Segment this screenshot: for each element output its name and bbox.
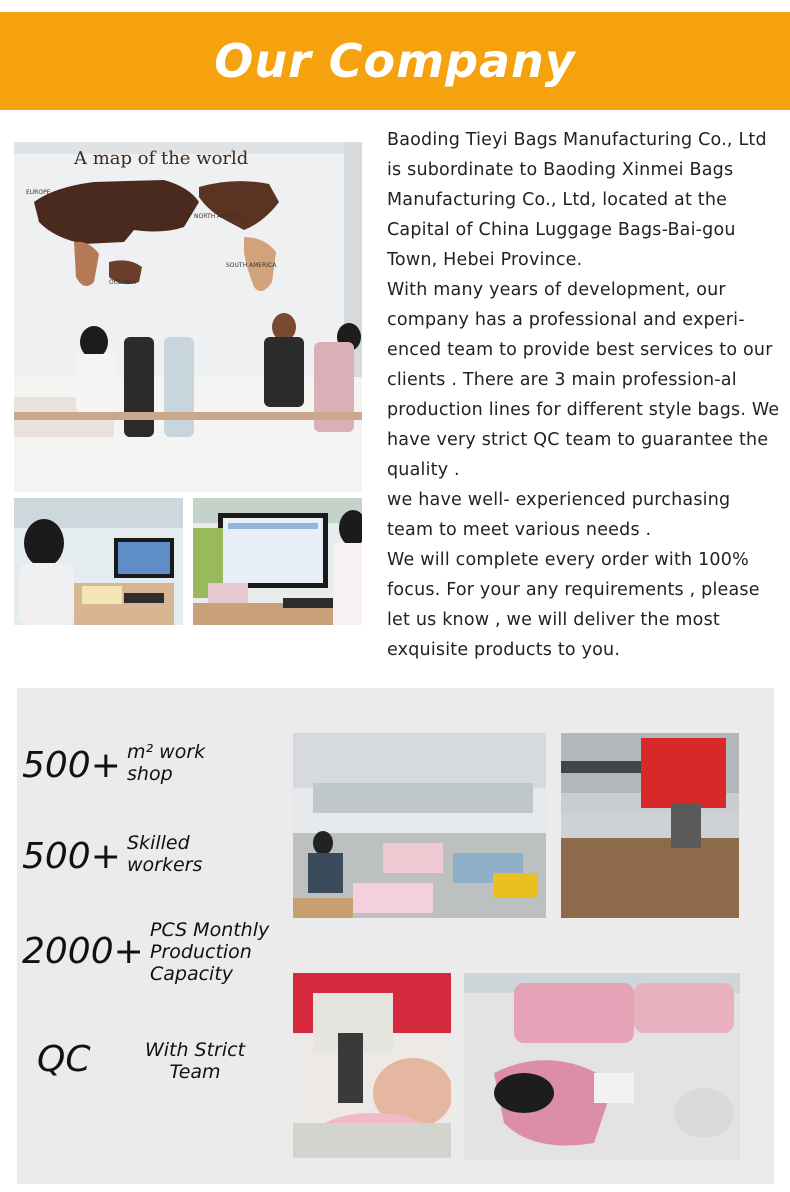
- office-photo-right: [193, 498, 362, 625]
- stat-value-workshop: 500+: [22, 745, 121, 786]
- stat-value-workers: 500+: [22, 836, 121, 877]
- about-paragraph: With many years of development, our company has a professional and experi-enced team to provide best services to our clients . There are 3 main profession-al production lines for different style bags. We have very strict QC team to guarantee the quality .: [387, 280, 780, 480]
- map-title: A map of the world: [74, 148, 249, 169]
- stat-label-workers: Skilled workers: [127, 832, 203, 876]
- stat-value-capacity: 2000+: [22, 931, 144, 972]
- stat-value-qc: QC: [37, 1039, 91, 1080]
- page-title: Our Company: [214, 34, 576, 88]
- about-paragraph: We will complete every order with 100% focus. For your any requirements , please let us know , we will deliver the most exquisite products to you.: [387, 550, 760, 660]
- about-paragraph: Baoding Tieyi Bags Manufacturing Co., Ltd is subordinate to Baoding Xinmei Bags Manufacturing Co., Ltd, located at the Capital of China Luggage Bags-Bai-gou Town, Hebei Province.: [387, 130, 767, 270]
- map-label-asia: ASIA: [164, 209, 178, 216]
- stat-label-capacity: PCS Monthly Production Capacity: [150, 919, 270, 985]
- stat-label-workshop: m² work shop: [127, 741, 206, 785]
- map-label-europe: EUROPE: [26, 189, 51, 196]
- map-label-south-america: SOUTH AMERICA: [226, 262, 277, 269]
- office-world-map-photo: [14, 142, 362, 492]
- pink-bags-qc-photo: [464, 973, 740, 1160]
- about-paragraph: we have well- experienced purchasing team to meet various needs .: [387, 490, 731, 540]
- sewing-machine-photo: [293, 973, 451, 1158]
- cutting-machine-photo: [561, 733, 739, 918]
- map-label-oceania: OCEANIA: [109, 279, 137, 286]
- factory-floor-photo: [293, 733, 546, 918]
- stat-label-qc: With Strict Team: [144, 1039, 246, 1083]
- map-label-north-america: NORTH AMERICA: [194, 213, 245, 220]
- office-photo-left: [14, 498, 183, 625]
- company-description: [387, 125, 782, 665]
